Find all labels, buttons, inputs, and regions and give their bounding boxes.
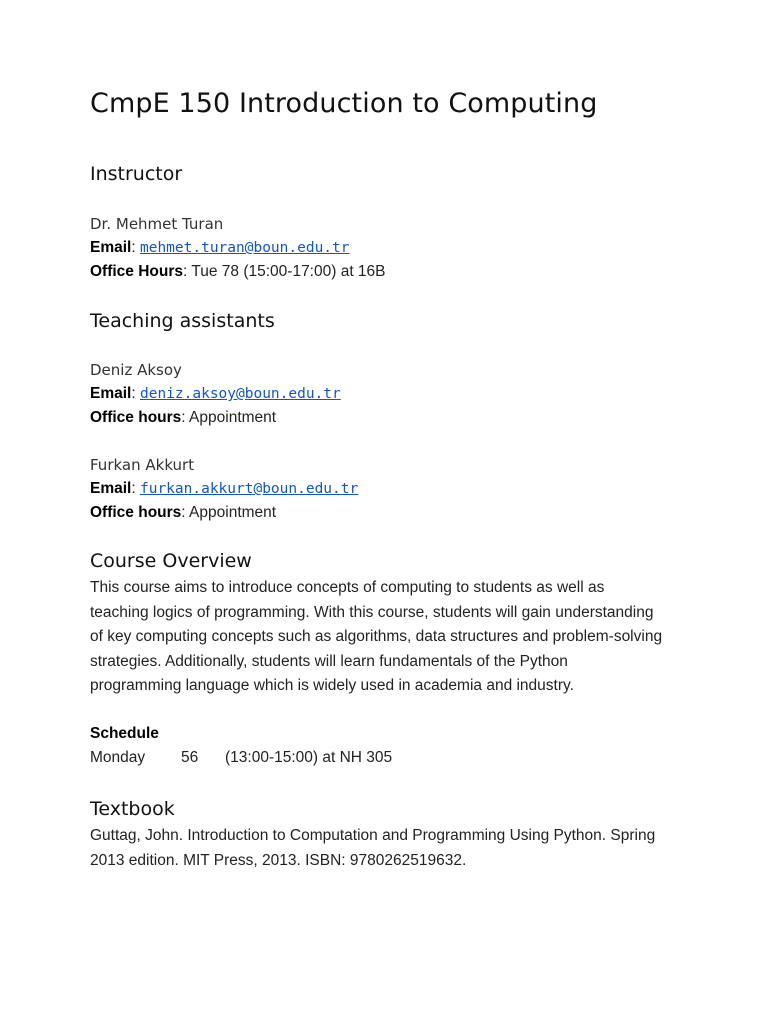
ta-email-link[interactable]: deniz.aksoy@boun.edu.tr (139, 386, 341, 402)
schedule-day: Monday (90, 749, 146, 766)
overview-line: strategies. Additionally, students will learn fundamentals of the Python (90, 652, 568, 670)
instructor-email-link[interactable]: mehmet.turan@boun.edu.tr (139, 240, 350, 256)
textbook-line: 2013 edition. MIT Press, 2013. ISBN: 9780262519632. (90, 851, 467, 869)
ta-hours-value: : Appointment (181, 504, 277, 521)
overview-paragraph (90, 576, 690, 699)
instructor-name-line (90, 212, 223, 237)
instructor-email-label: Email (90, 239, 132, 256)
ta-name: Deniz Aksoy (90, 361, 182, 379)
instructor-hours-label: Office Hours (90, 263, 184, 280)
ta-email-link[interactable]: furkan.akkurt@boun.edu.tr (139, 481, 359, 497)
schedule-heading: Schedule (90, 725, 159, 742)
overview-line: of key computing concepts such as algorithms, data structures and problem-solving (90, 628, 663, 646)
ta-name-line (90, 453, 194, 478)
ta-email-label: Email (90, 385, 132, 402)
overview-line: teaching logics of programming. With this course, students will gain understanding (90, 603, 654, 621)
colon: : (131, 239, 140, 256)
tas-heading: Teaching assistants (90, 310, 275, 332)
overview-heading: Course Overview (90, 550, 252, 572)
schedule-detail: (13:00-15:00) at NH 305 (225, 749, 393, 766)
ta-hours-line (90, 406, 276, 430)
schedule-row (90, 749, 392, 767)
ta-email-line (90, 477, 358, 501)
ta-email-label: Email (90, 480, 132, 497)
ta-hours-line (90, 501, 276, 525)
schedule-slots: 56 (181, 749, 199, 766)
textbook-line: Guttag, John. Introduction to Computation and Programming Using Python. Spring (90, 827, 656, 844)
overview-line: This course aims to introduce concepts of computing to students as well as (90, 579, 605, 596)
ta-hours-label: Office hours (90, 504, 182, 521)
colon: : (131, 480, 140, 497)
instructor-hours-line (90, 260, 386, 284)
textbook-paragraph (90, 824, 690, 873)
ta-hours-label: Office hours (90, 409, 182, 426)
textbook-heading: Textbook (90, 798, 175, 820)
ta-hours-value: : Appointment (181, 409, 277, 426)
ta-name: Furkan Akkurt (90, 456, 195, 474)
instructor-heading: Instructor (90, 163, 183, 185)
ta-name-line (90, 358, 182, 383)
instructor-name: Dr. Mehmet Turan (90, 215, 224, 233)
overview-line: programming language which is widely used in academia and industry. (90, 677, 574, 695)
instructor-email-line (90, 236, 350, 260)
ta-email-line (90, 382, 341, 406)
instructor-hours-value: : Tue 78 (15:00-17:00) at 16B (183, 263, 386, 280)
colon: : (131, 385, 140, 402)
page-title: CmpE 150 Introduction to Computing (90, 88, 598, 119)
